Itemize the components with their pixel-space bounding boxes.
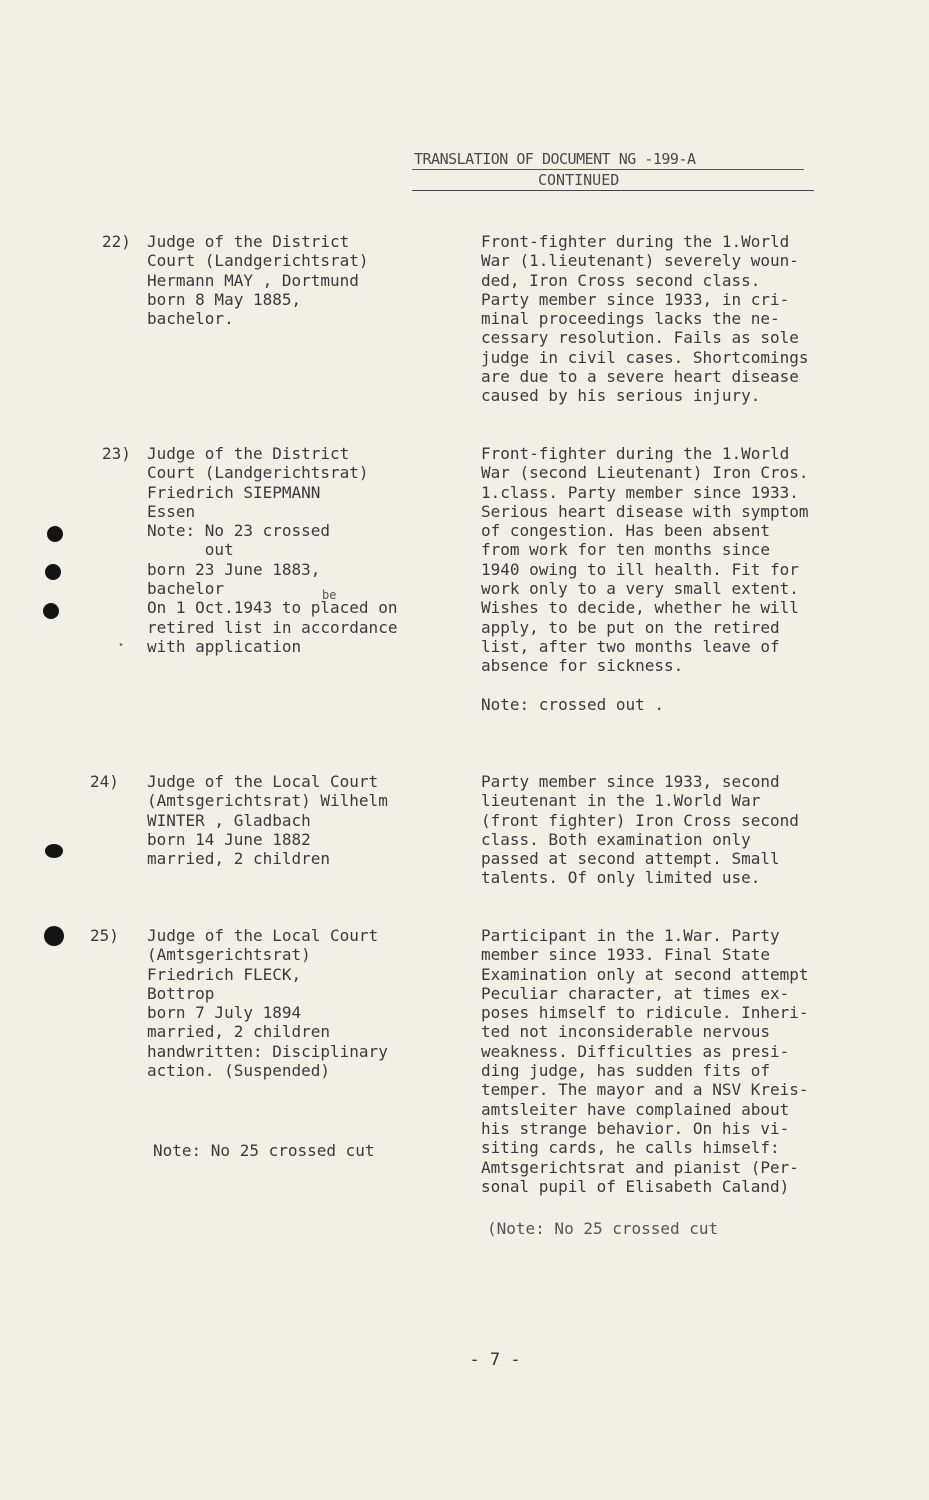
entry-24-person — [147, 772, 447, 868]
text-line: ted not inconsiderable nervous — [481, 1022, 770, 1042]
text-line: class. Both examination only — [481, 829, 751, 849]
text-line: action. (Suspended) — [147, 1061, 331, 1081]
text-line: amtsleiter have complained about — [481, 1099, 790, 1119]
text-line: (front fighter) Iron Cross second — [481, 810, 799, 830]
entry-25-right-note: (Note: No 25 crossed cut — [487, 1219, 719, 1238]
text-line: judge in civil cases. Shortcomings — [481, 347, 809, 367]
entry-25-person — [147, 926, 447, 1080]
text-line: ded, Iron Cross second class. — [481, 270, 761, 290]
text-line: Judge of the Local Court — [147, 926, 379, 945]
text-line: handwritten: Disciplinary — [147, 1041, 388, 1061]
text-line: Party member since 1933, second — [481, 772, 780, 791]
text-line: Front-fighter during the 1.World — [481, 232, 790, 251]
text-line: work only to a very small extent. — [481, 579, 799, 599]
entry-23-note: Note: crossed out . — [481, 695, 665, 714]
entry-25-assessment — [481, 926, 881, 1196]
text-line: caused by his serious injury. — [481, 386, 761, 406]
entry-number: 23) — [102, 444, 131, 463]
text-line: Peculiar character, at times ex- — [481, 983, 790, 1003]
text-line: Friedrich SIEPMANN — [147, 482, 321, 502]
text-line: born 7 July 1894 — [147, 1003, 302, 1023]
entry-23-person — [147, 444, 447, 656]
text-line: sonal pupil of Elisabeth Caland) — [481, 1176, 790, 1196]
text-line: War (1.lieutenant) severely woun- — [481, 251, 799, 271]
text-line: Bottrop — [147, 983, 215, 1003]
text-line: weakness. Difficulties as presi- — [481, 1041, 790, 1061]
text-line: born 14 June 1882 — [147, 829, 311, 849]
text-line: poses himself to ridicule. Inheri- — [481, 1003, 809, 1023]
handwritten-insert: be — [322, 588, 337, 602]
header-rule-bottom — [412, 190, 814, 191]
text-line: absence for sickness. — [481, 656, 684, 676]
punch-hole-mark — [45, 844, 63, 858]
text-line: 1940 owing to ill health. Fit for — [481, 559, 799, 579]
text-line: temper. The mayor and a NSV Kreis- — [481, 1080, 809, 1100]
text-line: passed at second attempt. Small — [481, 849, 780, 869]
text-line: member since 1933. Final State — [481, 945, 770, 965]
entry-number: 22) — [102, 232, 131, 251]
text-line: out — [147, 540, 234, 560]
text-line: Front-fighter during the 1.World — [481, 444, 790, 463]
text-line: are due to a severe heart disease — [481, 367, 799, 387]
text-line: Court (Landgerichtsrat) — [147, 251, 369, 271]
text-line: On 1 Oct.1943 to placed on — [147, 598, 398, 618]
text-line: Court (Landgerichtsrat) — [147, 463, 369, 483]
entry-24-assessment — [481, 772, 881, 888]
text-line: his strange behavior. On his vi- — [481, 1118, 790, 1138]
text-line: Note: No 23 crossed — [147, 521, 331, 541]
text-line: married, 2 children — [147, 849, 331, 869]
text-line: Examination only at second attempt — [481, 964, 809, 984]
header-title: TRANSLATION OF DOCUMENT NG -199-A — [414, 150, 696, 168]
header-rule-top — [412, 169, 804, 170]
text-line: Hermann MAY , Dortmund — [147, 270, 359, 290]
text-line: 1.class. Party member since 1933. — [481, 482, 799, 502]
page-number: - 7 - — [469, 1350, 521, 1370]
entry-22-assessment — [481, 232, 881, 406]
text-line: from work for ten months since — [481, 540, 770, 560]
text-line: married, 2 children — [147, 1022, 331, 1042]
text-line: Judge of the Local Court — [147, 772, 379, 791]
text-line: born 8 May 1885, — [147, 289, 302, 309]
text-line: Party member since 1933, in cri- — [481, 289, 790, 309]
entry-number: 24) — [90, 772, 119, 791]
text-line: talents. Of only limited use. — [481, 868, 761, 888]
text-line: Participant in the 1.War. Party — [481, 926, 780, 945]
text-line: bachelor. — [147, 309, 234, 329]
header-subtitle: CONTINUED — [538, 171, 620, 189]
stray-mark: • — [118, 640, 125, 651]
text-line: Judge of the District — [147, 444, 350, 463]
text-line: Wishes to decide, whether he will — [481, 598, 799, 618]
text-line: Amtsgerichtsrat and pianist (Per- — [481, 1157, 799, 1177]
document-header — [412, 150, 812, 190]
punch-hole-mark — [43, 603, 59, 619]
text-line: Friedrich FLECK, — [147, 964, 302, 984]
text-line: born 23 June 1883, — [147, 559, 321, 579]
text-line: bachelor — [147, 579, 225, 599]
entry-number: 25) — [90, 926, 119, 945]
text-line: minal proceedings lacks the ne- — [481, 309, 780, 329]
text-line: siting cards, he calls himself: — [481, 1138, 780, 1158]
text-line: (Amtsgerichtsrat) Wilhelm — [147, 791, 388, 811]
text-line: apply, to be put on the retired — [481, 617, 780, 637]
text-line: list, after two months leave of — [481, 636, 780, 656]
text-line: War (second Lieutenant) Iron Cros. — [481, 463, 809, 483]
text-line: of congestion. Has been absent — [481, 521, 770, 541]
punch-hole-mark — [47, 526, 63, 542]
text-line: Judge of the District — [147, 232, 350, 251]
text-line: cessary resolution. Fails as sole — [481, 328, 799, 348]
text-line: retired list in accordance — [147, 617, 398, 637]
text-line: Essen — [147, 501, 196, 521]
entry-23-assessment — [481, 444, 881, 676]
text-line: ding judge, has sudden fits of — [481, 1061, 770, 1081]
entry-25-left-note: Note: No 25 crossed cut — [153, 1141, 375, 1160]
punch-hole-mark — [44, 926, 64, 946]
text-line: (Amtsgerichtsrat) — [147, 945, 311, 965]
text-line: with application — [147, 636, 302, 656]
text-line: Serious heart disease with symptom — [481, 501, 809, 521]
punch-hole-mark — [45, 564, 61, 580]
text-line: WINTER , Gladbach — [147, 810, 311, 830]
text-line: lieutenant in the 1.World War — [481, 791, 761, 811]
entry-22-person — [147, 232, 447, 328]
